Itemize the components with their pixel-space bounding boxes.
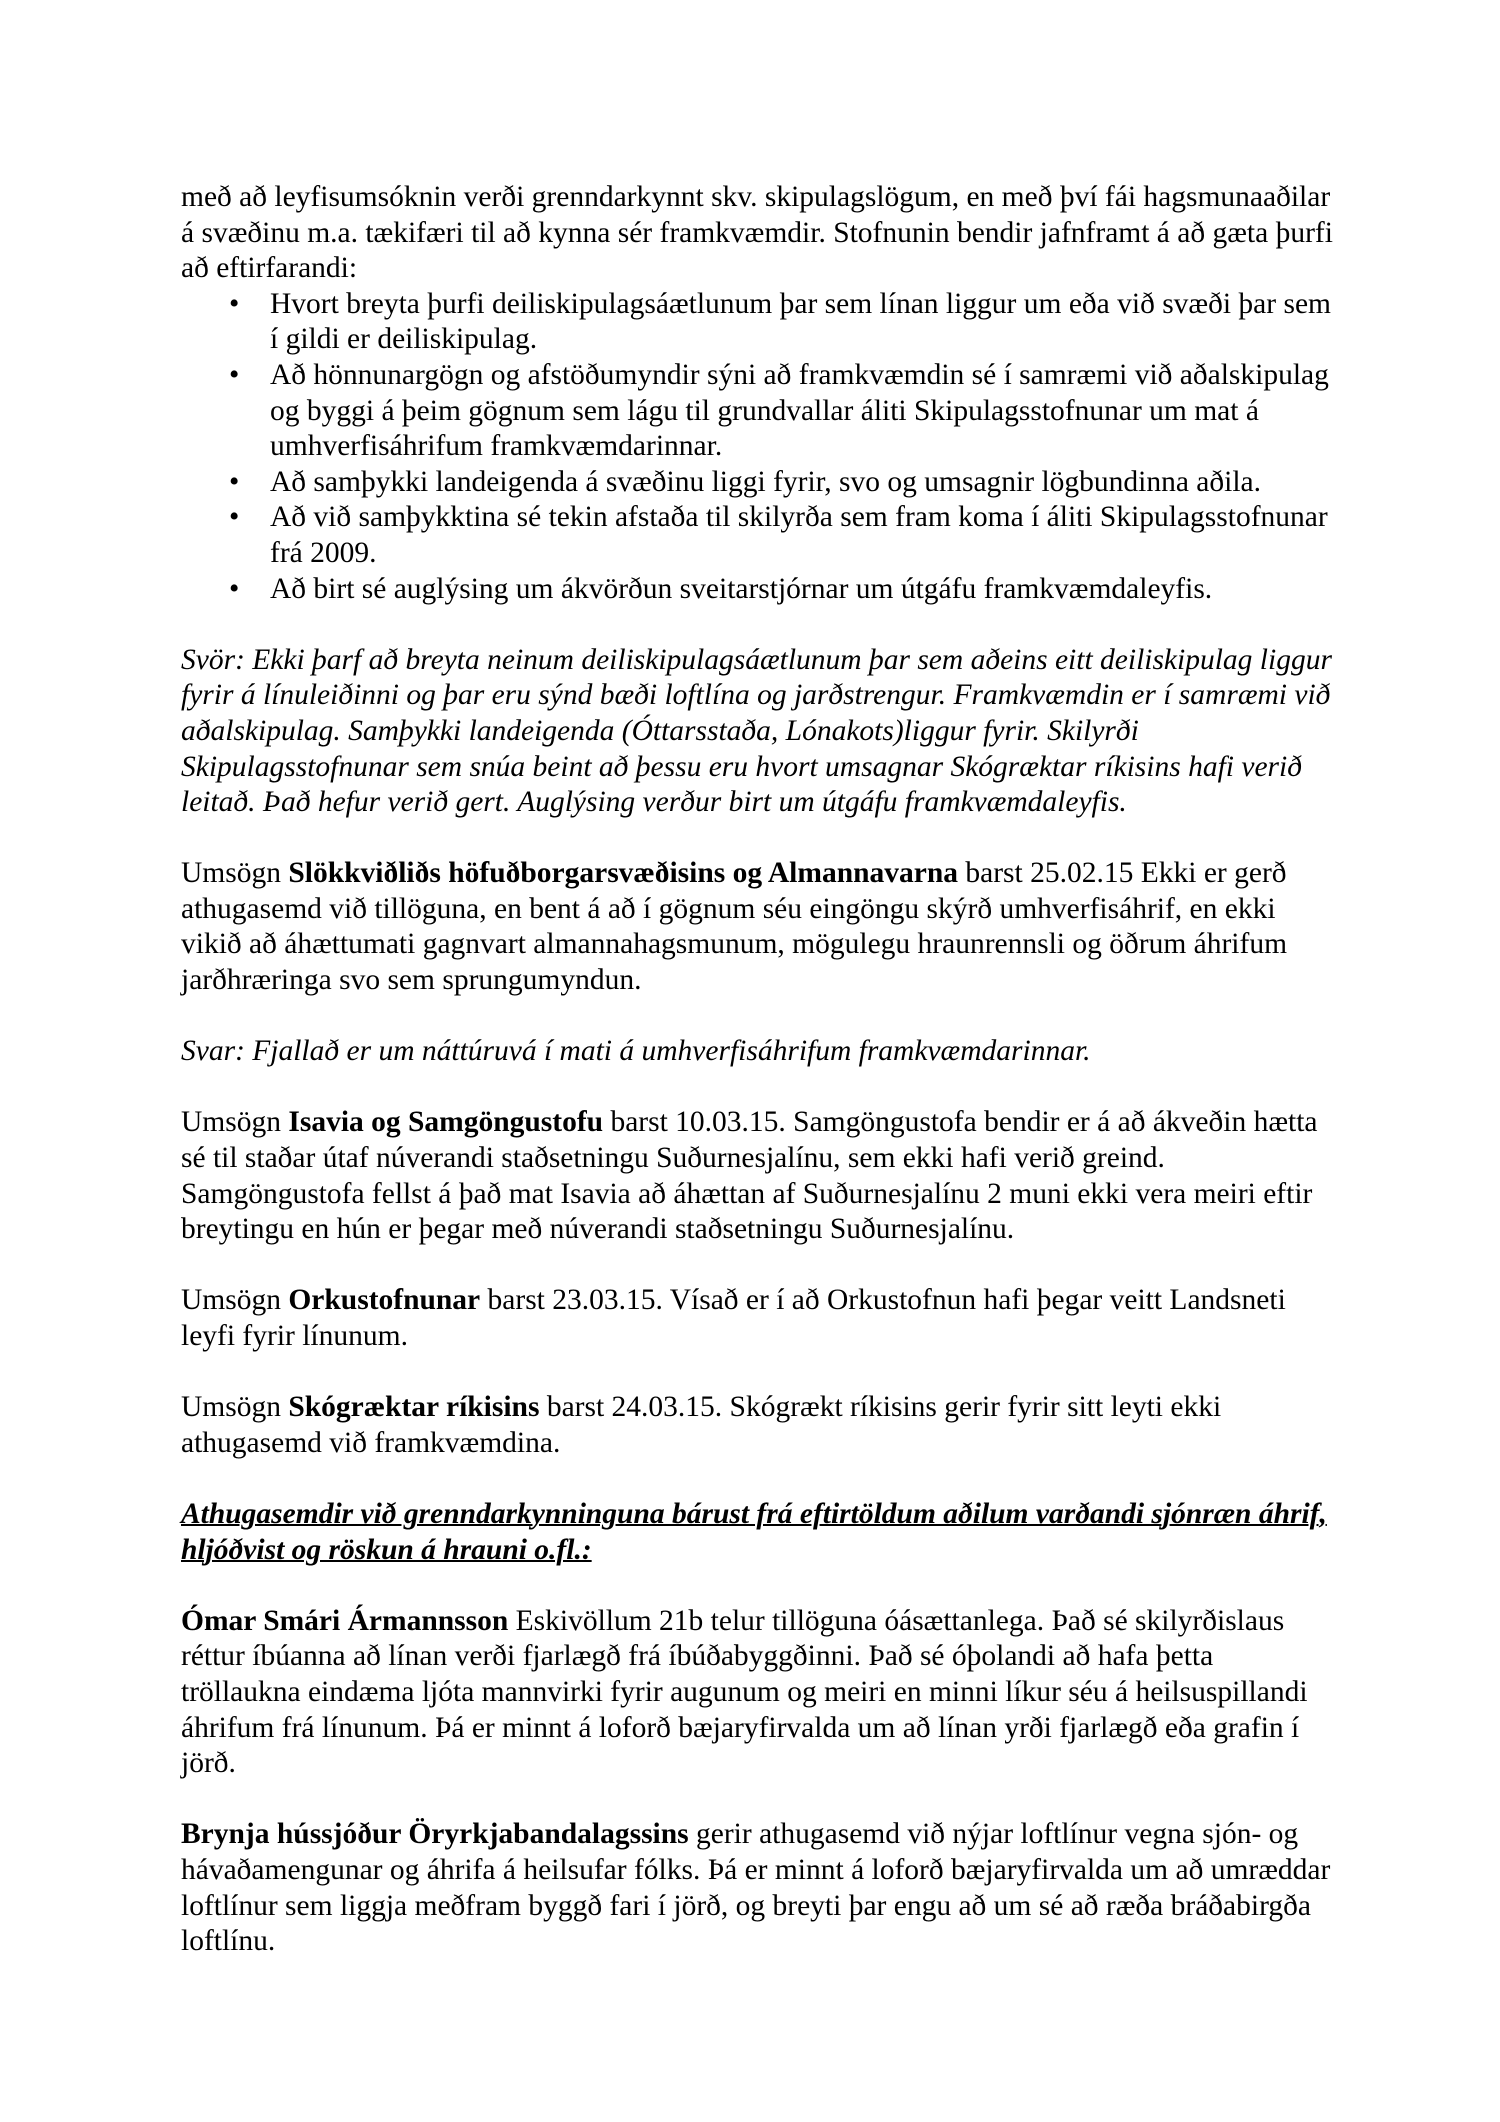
requirements-list [181,287,1336,607]
list-item [181,358,1336,465]
answer-paragraph: Svör: Ekki þarf að breyta neinum deiliskipulagsáætlunum þar sem aðeins eitt deiliskipulag liggur fyrir á línuleiðinni og þar eru sýnd bæði loftlína og jarðstrengur. Framkvæmdin er í samræmi við aðalskipulag. Samþykki landeigenda (Óttarsstaða, Lónakots)liggur fyrir. Skilyrði Skipulagsstofnunar sem snúa beint að þessu eru hvort umsagnar Skógræktar ríkisins hafi verið leitað. Það hefur verið gert. Auglýsing verður birt um útgáfu framkvæmdaleyfis. [181,643,1332,819]
review-paragraph [181,1283,1336,1354]
reviewer-name: Slökkviðliðs höfuðborgarsvæðisins og Almannavarna [288,857,959,890]
document-page [181,180,1336,1995]
list-item [181,500,1336,571]
comment-text: gerir athugasemd við nýjar loftlínur vegna sjón- og hávaðamengunar og áhrifa á heilsufar fólks. Þá er minnt á loforð bæjaryfirvalda um að umræddar loftlínur sem liggja meðfram byggð fari í jörð, og breyti þar engu að um sé að ræða bráðabirgða loftlínu. [181,1818,1331,1958]
list-item-text: Hvort breyta þurfi deiliskipulagsáætlunum þar sem línan liggur um eða við svæði þar sem í gildi er deiliskipulag. [270,287,1331,356]
review-prefix: Umsögn [181,857,289,890]
review-text: barst 25.02.15 Ekki er gerð athugasemd við tillöguna, en bent á að í gögnum séu eingöngu skýrð umhverfisáhrif, en ekki vikið að áhættumati gagnvart almannahagsmunum, mögulegu hraunrennsli og öðrum áhrifum jarðhræringa svo sem sprungumyndun. [181,857,1288,997]
commenter-name: Brynja hússjóður Öryrkjabandalagssins [181,1818,689,1851]
bullet-icon: • [229,287,240,320]
review-text: barst 10.03.15. Samgöngustofa bendir er á að ákveðin hætta sé til staðar útaf núverandi staðsetningu Suðurnesjalínu, sem ekki hafi verið greind. Samgöngustofa fellst á það mat Isavia að áhættan af Suðurnesjalínu 2 muni ekki vera meiri eftir breytingu en hún er þegar með núverandi staðsetningu Suðurnesjalínu. [181,1106,1318,1246]
answer-paragraph: Svar: Fjallað er um náttúruvá í mati á umhverfisáhrifum framkvæmdarinnar. [181,1035,1091,1068]
list-item-text: Að við samþykktina sé tekin afstaða til skilyrða sem fram koma í áliti Skipulagsstofnunar frá 2009. [270,501,1328,569]
reviewer-name: Skógræktar ríkisins [288,1391,540,1424]
comment-paragraph [181,1817,1336,1959]
review-text: barst 23.03.15. Vísað er í að Orkustofnun hafi þegar veitt Landsneti leyfi fyrir línunum. [181,1284,1286,1352]
list-item [181,465,1336,501]
comment-text: Eskivöllum 21b telur tillöguna óásættanlega. Það sé skilyrðislaus réttur íbúanna að línan verði fjarlægð frá íbúðabyggðinni. Það sé óþolandi að hafa þetta tröllaukna eindæma ljóta mannvirki fyrir augunum og meiri en minni líkur séu á heilsuspillandi áhrifum frá línunum. Þá er minnt á loforð bæjaryfirvalda um að línan yrði fjarlægð eða grafin í jörð. [181,1604,1308,1780]
review-paragraph [181,1390,1336,1461]
bullet-icon: • [229,465,240,498]
bullet-icon: • [229,572,240,605]
list-item [181,287,1336,358]
commenter-name: Ómar Smári Ármannsson [181,1604,509,1637]
list-item-text: Að birt sé auglýsing um ákvörðun sveitarstjórnar um útgáfu framkvæmdaleyfis. [270,572,1213,605]
review-text: barst 24.03.15. Skógrækt ríkisins gerir fyrir sitt leyti ekki athugasemd við framkvæmdina. [181,1391,1222,1459]
list-item-text: Að samþykki landeigenda á svæðinu liggi fyrir, svo og umsagnir lögbundinna aðila. [270,465,1262,498]
bullet-icon: • [229,358,240,391]
review-paragraph [181,1105,1336,1247]
reviewer-name: Isavia og Samgöngustofu [288,1106,604,1139]
bullet-icon: • [229,501,240,534]
list-item [181,572,1336,608]
review-prefix: Umsögn [181,1391,289,1424]
intro-paragraph: með að leyfisumsóknin verði grenndarkynnt skv. skipulagslögum, en með því fái hagsmunaaðilar á svæðinu m.a. tækifæri til að kynna sér framkvæmdir. Stofnunin bendir jafnframt á að gæta þurfi að eftirfarandi: [181,181,1333,285]
comment-paragraph [181,1604,1336,1782]
list-item-text: Að hönnunargögn og afstöðumyndir sýni að framkvæmdin sé í samræmi við aðalskipulag og byggi á þeim gögnum sem lágu til grundvallar áliti Skipulagsstofnunar um mat á umhverfisáhrifum framkvæmdarinnar. [270,358,1329,463]
review-paragraph [181,856,1336,998]
review-prefix: Umsögn [181,1284,289,1317]
section-heading: Athugasemdir við grenndarkynninguna bárust frá eftirtöldum aðilum varðandi sjónræn áhrif, hljóðvist og röskun á hrauni o.fl.: [181,1497,1327,1566]
review-prefix: Umsögn [181,1106,289,1139]
reviewer-name: Orkustofnunar [288,1284,481,1317]
